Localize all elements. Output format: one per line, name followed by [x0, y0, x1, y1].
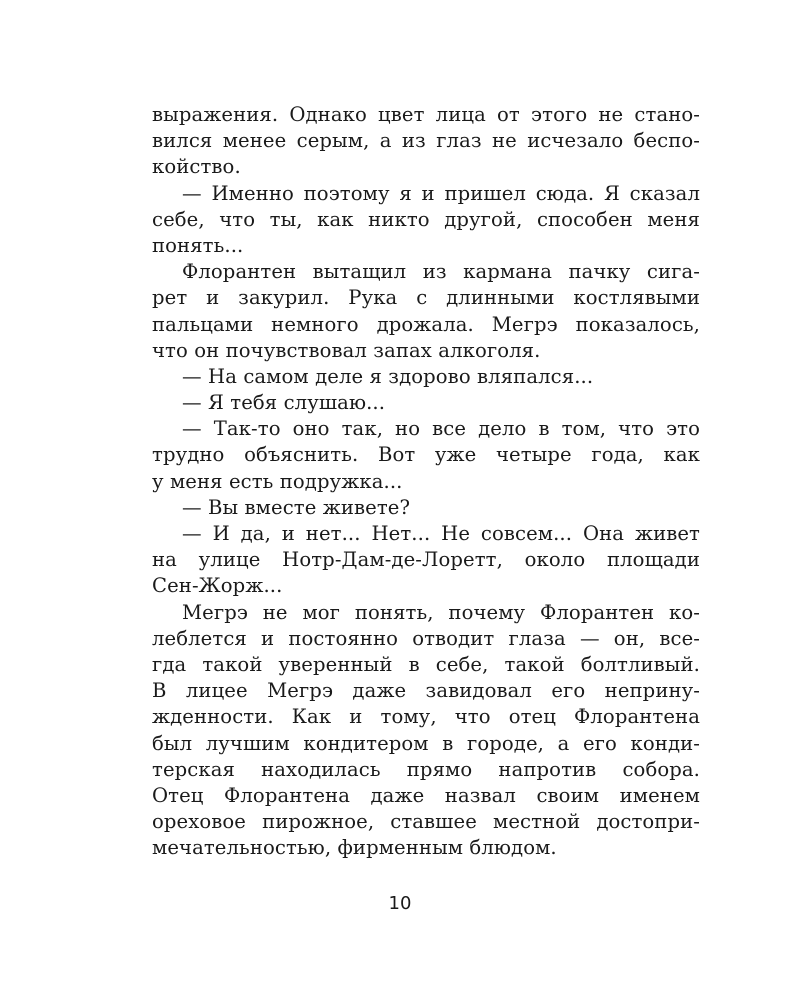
text-line: вился менее серым, а из глаз не исчезало беспо- — [152, 129, 700, 153]
text-line: выражения. Однако цвет лица от этого не стано- — [152, 103, 700, 126]
text-line: — Вы вместе живете? — [182, 495, 411, 519]
text-line: Отец Флорантена даже назвал своим именем — [152, 783, 700, 807]
text-line: — Так-то оно так, но все дело в том, что это — [182, 417, 700, 441]
text-line: В лицее Мегрэ даже завидовал его неприну- — [152, 679, 700, 703]
text-line: был лучшим кондитером в городе, а его конди- — [152, 731, 700, 755]
text-line: пальцами немного дрожала. Мегрэ показалось, — [152, 312, 700, 336]
page-text — [152, 102, 700, 861]
text-line: Флорантен вытащил из кармана пачку сига- — [182, 260, 700, 284]
text-line: леблется и постоянно отводит глаза — он, все- — [152, 626, 700, 650]
text-line: Мегрэ не мог понять, почему Флорантен ко- — [182, 600, 700, 624]
text-line: Сен-Жорж... — [152, 574, 283, 598]
text-line: на улице Нотр-Дам-де-Лоретт, около площади — [152, 548, 700, 572]
text-line: койство. — [152, 155, 241, 179]
text-line: мечательностью, фирменным блюдом. — [152, 836, 557, 860]
text-line: понять... — [152, 233, 244, 257]
text-line: ореховое пирожное, ставшее местной достопри- — [152, 810, 700, 834]
text-line: — На самом деле я здорово вляпался... — [182, 364, 594, 388]
text-line: у меня есть подружка... — [152, 469, 403, 493]
text-line: гда такой уверенный в себе, такой болтливый. — [152, 652, 700, 676]
text-line: себе, что ты, как никто другой, способен меня — [152, 207, 700, 231]
text-line: трудно объяснить. Вот уже четыре года, как — [152, 443, 700, 467]
text-line: — Именно поэтому я и пришел сюда. Я сказал — [182, 181, 700, 205]
text-line: что он почувствовал запах алкоголя. — [152, 338, 541, 362]
text-line: терская находилась прямо напротив собора. — [152, 757, 700, 781]
text-line: — И да, и нет... Нет... Не совсем... Она живет — [182, 522, 700, 545]
text-line: — Я тебя слушаю... — [182, 391, 386, 415]
page-number: 10 — [388, 893, 412, 914]
text-line: рет и закурил. Рука с длинными костлявыми — [152, 286, 700, 310]
text-line: жденности. Как и тому, что отец Флорантена — [152, 705, 700, 729]
